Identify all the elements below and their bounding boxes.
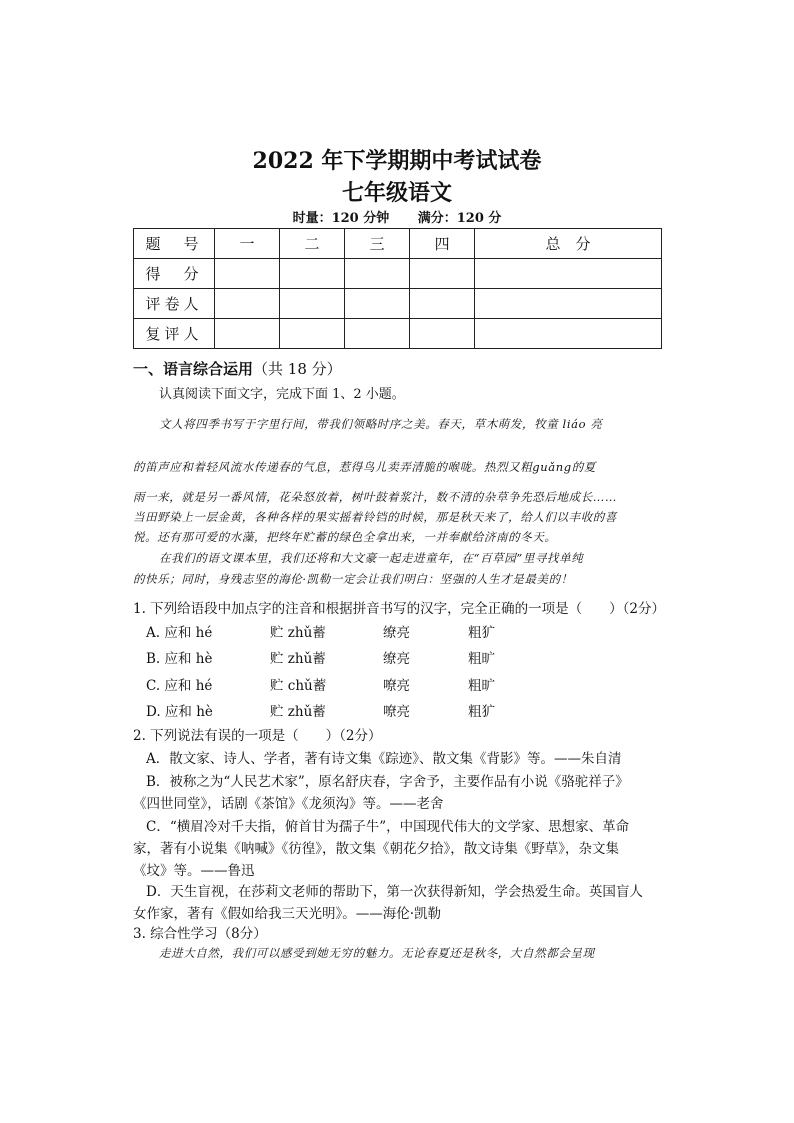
exam-subtitle: 七年级语文 bbox=[341, 180, 452, 206]
q2-option-text: 家，著有小说集《呐喊》《彷徨》，散文集《朝花夕拾》，散文诗集《野草》，杂文集 bbox=[133, 841, 619, 857]
score-cell bbox=[215, 289, 280, 319]
exam-title: 2022 年下学期期中考试试卷 bbox=[252, 148, 542, 174]
score-row-label: 得 分 bbox=[134, 259, 215, 289]
score-cell bbox=[280, 319, 345, 349]
q1-option-cell: 贮 zhǔ蓄 bbox=[270, 651, 326, 667]
score-table bbox=[133, 228, 662, 349]
q2-option-c[interactable]: C．“横眉冷对千夫指，俯首甘为孺子牛”，中国现代伟大的文学家、思想家、革命 bbox=[146, 819, 630, 835]
q1-option-cell: 缭亮 bbox=[383, 625, 410, 641]
section-intro: 认真阅读下面文字，完成下面 1、2 小题。 bbox=[159, 387, 405, 402]
q2-option-text: 《坟》等。——鲁迅 bbox=[133, 863, 255, 879]
q1-option-d[interactable]: D. 应和 hè bbox=[146, 704, 213, 720]
score-cell bbox=[280, 259, 345, 289]
passage-line: 雨一来，就是另一番风情，花朵怒放着，树叶鼓着浆汁，数不清的杂草争先恐后地成长…… bbox=[133, 490, 617, 504]
exam-time: 时量：120 分钟 bbox=[292, 211, 390, 226]
q1-option-b[interactable]: B. 应和 hè bbox=[146, 651, 213, 667]
q2-option-text: 女作家，著有《假如给我三天光明》。——海伦·凯勒 bbox=[133, 906, 442, 922]
q1-option-a[interactable]: A. 应和 hé bbox=[146, 625, 213, 641]
section-title: 一、语言综合运用 bbox=[133, 360, 254, 378]
score-table-row bbox=[134, 259, 662, 289]
score-cell bbox=[475, 319, 662, 349]
q1-option-cell: 贮 chǔ蓄 bbox=[270, 678, 327, 694]
score-header-cell: 三 bbox=[345, 229, 410, 259]
score-header-cell: 一 bbox=[215, 229, 280, 259]
q2-option-d[interactable]: D．天生盲视，在莎莉文老师的帮助下，第一次获得新知，学会热爱生命。英国盲人 bbox=[146, 884, 643, 900]
q1-option-cell: 粗旷 bbox=[468, 678, 495, 694]
section-heading bbox=[133, 358, 342, 379]
section-points: （共 18 分） bbox=[253, 360, 342, 378]
q1-option-cell: 粗犷 bbox=[468, 704, 495, 720]
exam-full-score: 满分：120 分 bbox=[417, 211, 502, 226]
exam-meta bbox=[0, 207, 794, 226]
score-header-cell: 四 bbox=[410, 229, 475, 259]
passage-line: 的快乐；同时，身残志坚的海伦·凯勒一定会让我们明白：坚强的人生才是最美的！ bbox=[133, 572, 573, 586]
question-2-stem: 2. 下列说法有误的一项是（ ）（2分） bbox=[133, 728, 382, 744]
question-1-stem: 1. 下列给语段中加点字的注音和根据拼音书写的汉字，完全正确的一项是（ ）（2分） bbox=[133, 601, 666, 617]
question-3-text: 走进大自然，我们可以感受到她无穷的魅力。无论春夏还是秋冬，大自然都会呈现 bbox=[159, 946, 595, 960]
question-3-stem: 3. 综合性学习（8分） bbox=[133, 926, 267, 942]
q2-option-b[interactable]: B．被称之为“人民艺术家”，原名舒庆春，字舍予，主要作品有小说《骆驼祥子》 bbox=[146, 774, 629, 790]
score-cell bbox=[215, 319, 280, 349]
score-cell bbox=[215, 259, 280, 289]
score-cell bbox=[345, 319, 410, 349]
q2-option-a[interactable]: A．散文家、诗人、学者，著有诗文集《踪迹》、散文集《背影》等。——朱自清 bbox=[146, 751, 622, 767]
q1-option-c[interactable]: C. 应和 hé bbox=[146, 678, 213, 694]
score-cell bbox=[475, 259, 662, 289]
passage-line: 的笛声应和着轻风流水传递春的气息，惹得鸟儿卖弄清脆的喉咙。热烈又粗guǎng的夏 bbox=[133, 460, 596, 474]
passage-line: 在我们的语文课本里，我们还将和大文豪一起走进童年，在“百草园”里寻找单纯 bbox=[159, 551, 584, 565]
score-row-label: 评卷人 bbox=[134, 289, 215, 319]
score-cell bbox=[475, 289, 662, 319]
score-cell bbox=[410, 259, 475, 289]
score-table-row bbox=[134, 289, 662, 319]
passage-line: 当田野染上一层金黄，各种各样的果实摇着铃铛的时候，那是秋天来了，给人们以丰收的喜 bbox=[133, 510, 617, 524]
q1-option-cell: 贮 zhǔ蓄 bbox=[270, 625, 326, 641]
score-cell bbox=[280, 289, 345, 319]
q2-option-text: 《四世同堂》，话剧《茶馆》《龙须沟》等。——老舍 bbox=[133, 796, 444, 812]
score-header-cell: 二 bbox=[280, 229, 345, 259]
q1-option-cell: 嘹亮 bbox=[383, 704, 410, 720]
score-cell bbox=[410, 289, 475, 319]
q1-option-cell: 嘹亮 bbox=[383, 678, 410, 694]
score-table-row bbox=[134, 319, 662, 349]
passage-line: 悦。还有那可爱的水藻，把终年贮蓄的绿色全拿出来，一并奉献给济南的冬天。 bbox=[133, 530, 557, 544]
score-cell bbox=[345, 259, 410, 289]
score-table-header bbox=[134, 229, 662, 259]
q1-option-cell: 粗犷 bbox=[468, 625, 495, 641]
q1-option-cell: 缭亮 bbox=[383, 651, 410, 667]
score-row-label: 复评人 bbox=[134, 319, 215, 349]
score-cell bbox=[410, 319, 475, 349]
q1-option-cell: 粗旷 bbox=[468, 651, 495, 667]
score-cell bbox=[345, 289, 410, 319]
score-header-cell: 题 号 bbox=[134, 229, 215, 259]
passage-line: 文人将四季书写于字里行间，带我们领略时序之美。春天，草木萌发，牧童 liáo 亮 bbox=[159, 417, 603, 431]
q1-option-cell: 贮 zhǔ蓄 bbox=[270, 704, 326, 720]
score-header-cell: 总 分 bbox=[475, 229, 662, 259]
